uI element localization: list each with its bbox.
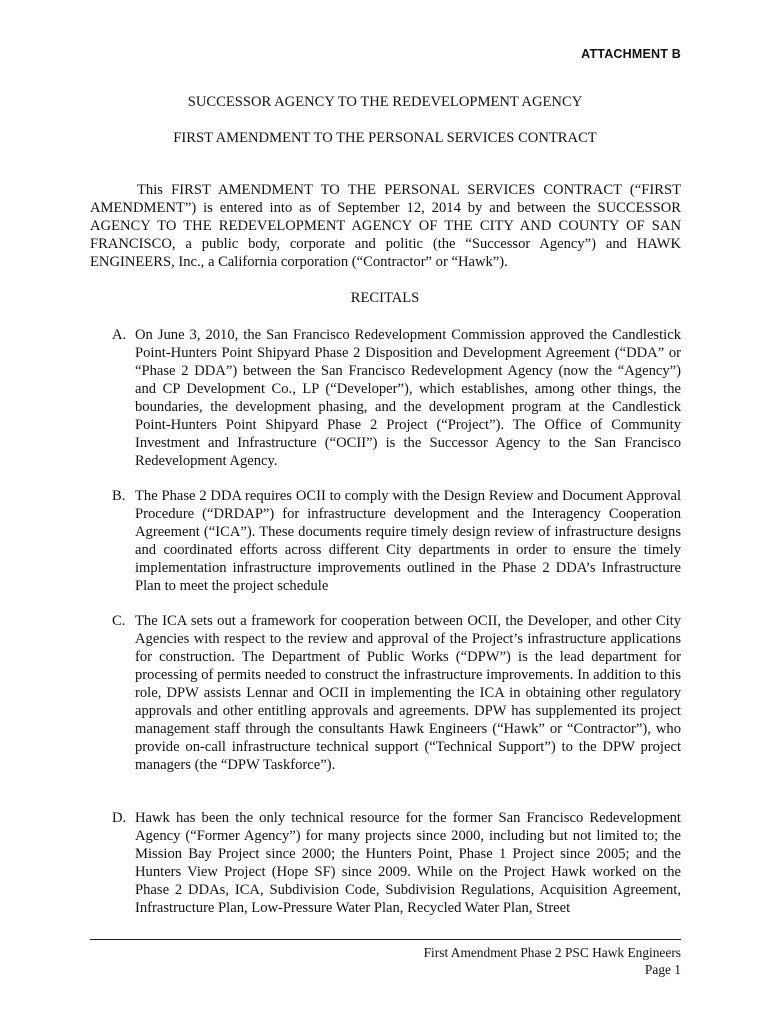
recital-b <box>112 487 681 595</box>
footer-document-name: First Amendment Phase 2 PSC Hawk Engineers <box>423 945 681 960</box>
recital-letter: D. <box>112 810 127 826</box>
recital-letter: A. <box>112 327 127 343</box>
intro-paragraph: This FIRST AMENDMENT TO THE PERSONAL SERVICES CONTRACT (“FIRST AMENDMENT”) is entered into as of September 12, 2014 by and between the SUCCESSOR AGENCY TO THE REDEVELOPMENT AGENCY OF THE CITY AND COUNTY OF SAN FRANCISCO, a public body, corporate and politic (the “Successor Agency”) and HAWK ENGINEERS, Inc., a California corporation (“Contractor” or “Hawk”). <box>90 182 681 270</box>
recital-a <box>112 326 681 470</box>
page-footer <box>424 944 681 978</box>
recitals-heading: RECITALS <box>350 290 420 306</box>
recital-text: The Phase 2 DDA requires OCII to comply with the Design Review and Document Approval Procedure (“DRDAP”) for infrastructure development and the Interagency Cooperation Agreement (“ICA”). These documents require timely design review of infrastructure designs and coordinated efforts across different City departments in order to ensure the timely implementation infrastructure improvements outlined in the Phase 2 DDA’s Infrastructure Plan to meet the project schedule <box>135 488 681 594</box>
recital-d <box>112 809 681 917</box>
footer-divider <box>90 939 681 940</box>
footer-page-number: Page 1 <box>644 962 681 977</box>
recital-text: Hawk has been the only technical resource for the former San Francisco Redevelopment Agency (“Former Agency”) for many projects since 2000, including but not limited to; the Mission Bay Project since 2000; the Hunters Point, Phase 1 Project since 2005; and the Hunters View Project (Hope SF) since 2009. While on the Project Hawk worked on the Phase 2 DDAs, ICA, Subdivision Code, Subdivision Regulations, Acquisition Agreement, Infrastructure Plan, Low-Pressure Water Plan, Recycled Water Plan, Street <box>135 810 681 916</box>
attachment-label: ATTACHMENT B <box>581 47 681 61</box>
recital-letter: B. <box>112 488 126 504</box>
recital-text: On June 3, 2010, the San Francisco Redevelopment Commission approved the Candlestick Point-Hunters Point Shipyard Phase 2 Disposition and Development Agreement (“DDA” or “Phase 2 DDA”) between the San Francisco Redevelopment Agency (now the “Agency”) and CP Development Co., LP (“Developer”), which establishes, among other things, the boundaries, the development phasing, and the development program at the Candlestick Point-Hunters Point Shipyard Phase 2 Project (“Project”). The Office of Community Investment and Infrastructure (“OCII”) is the Successor Agency to the San Francisco Redevelopment Agency. <box>135 327 681 469</box>
recital-c <box>112 612 681 774</box>
recital-letter: C. <box>112 613 126 629</box>
amendment-title: FIRST AMENDMENT TO THE PERSONAL SERVICES CONTRACT <box>173 130 597 146</box>
agency-title: SUCCESSOR AGENCY TO THE REDEVELOPMENT AGENCY <box>187 94 583 110</box>
recital-text: The ICA sets out a framework for cooperation between OCII, the Developer, and other City Agencies with respect to the review and approval of the Project’s infrastructure applications for construction. The Department of Public Works (“DPW”) is the lead department for processing of permits needed to construct the infrastructure improvements. In addition to this role, DPW assists Lennar and OCII in implementing the ICA in obtaining other regulatory approvals and other entitling approvals and agreements. DPW has supplemented its project management staff through the consultants Hawk Engineers (“Hawk” or “Contractor”), who provide on-call infrastructure technical support (“Technical Support”) to the DPW project managers (the “DPW Taskforce”). <box>135 613 681 773</box>
